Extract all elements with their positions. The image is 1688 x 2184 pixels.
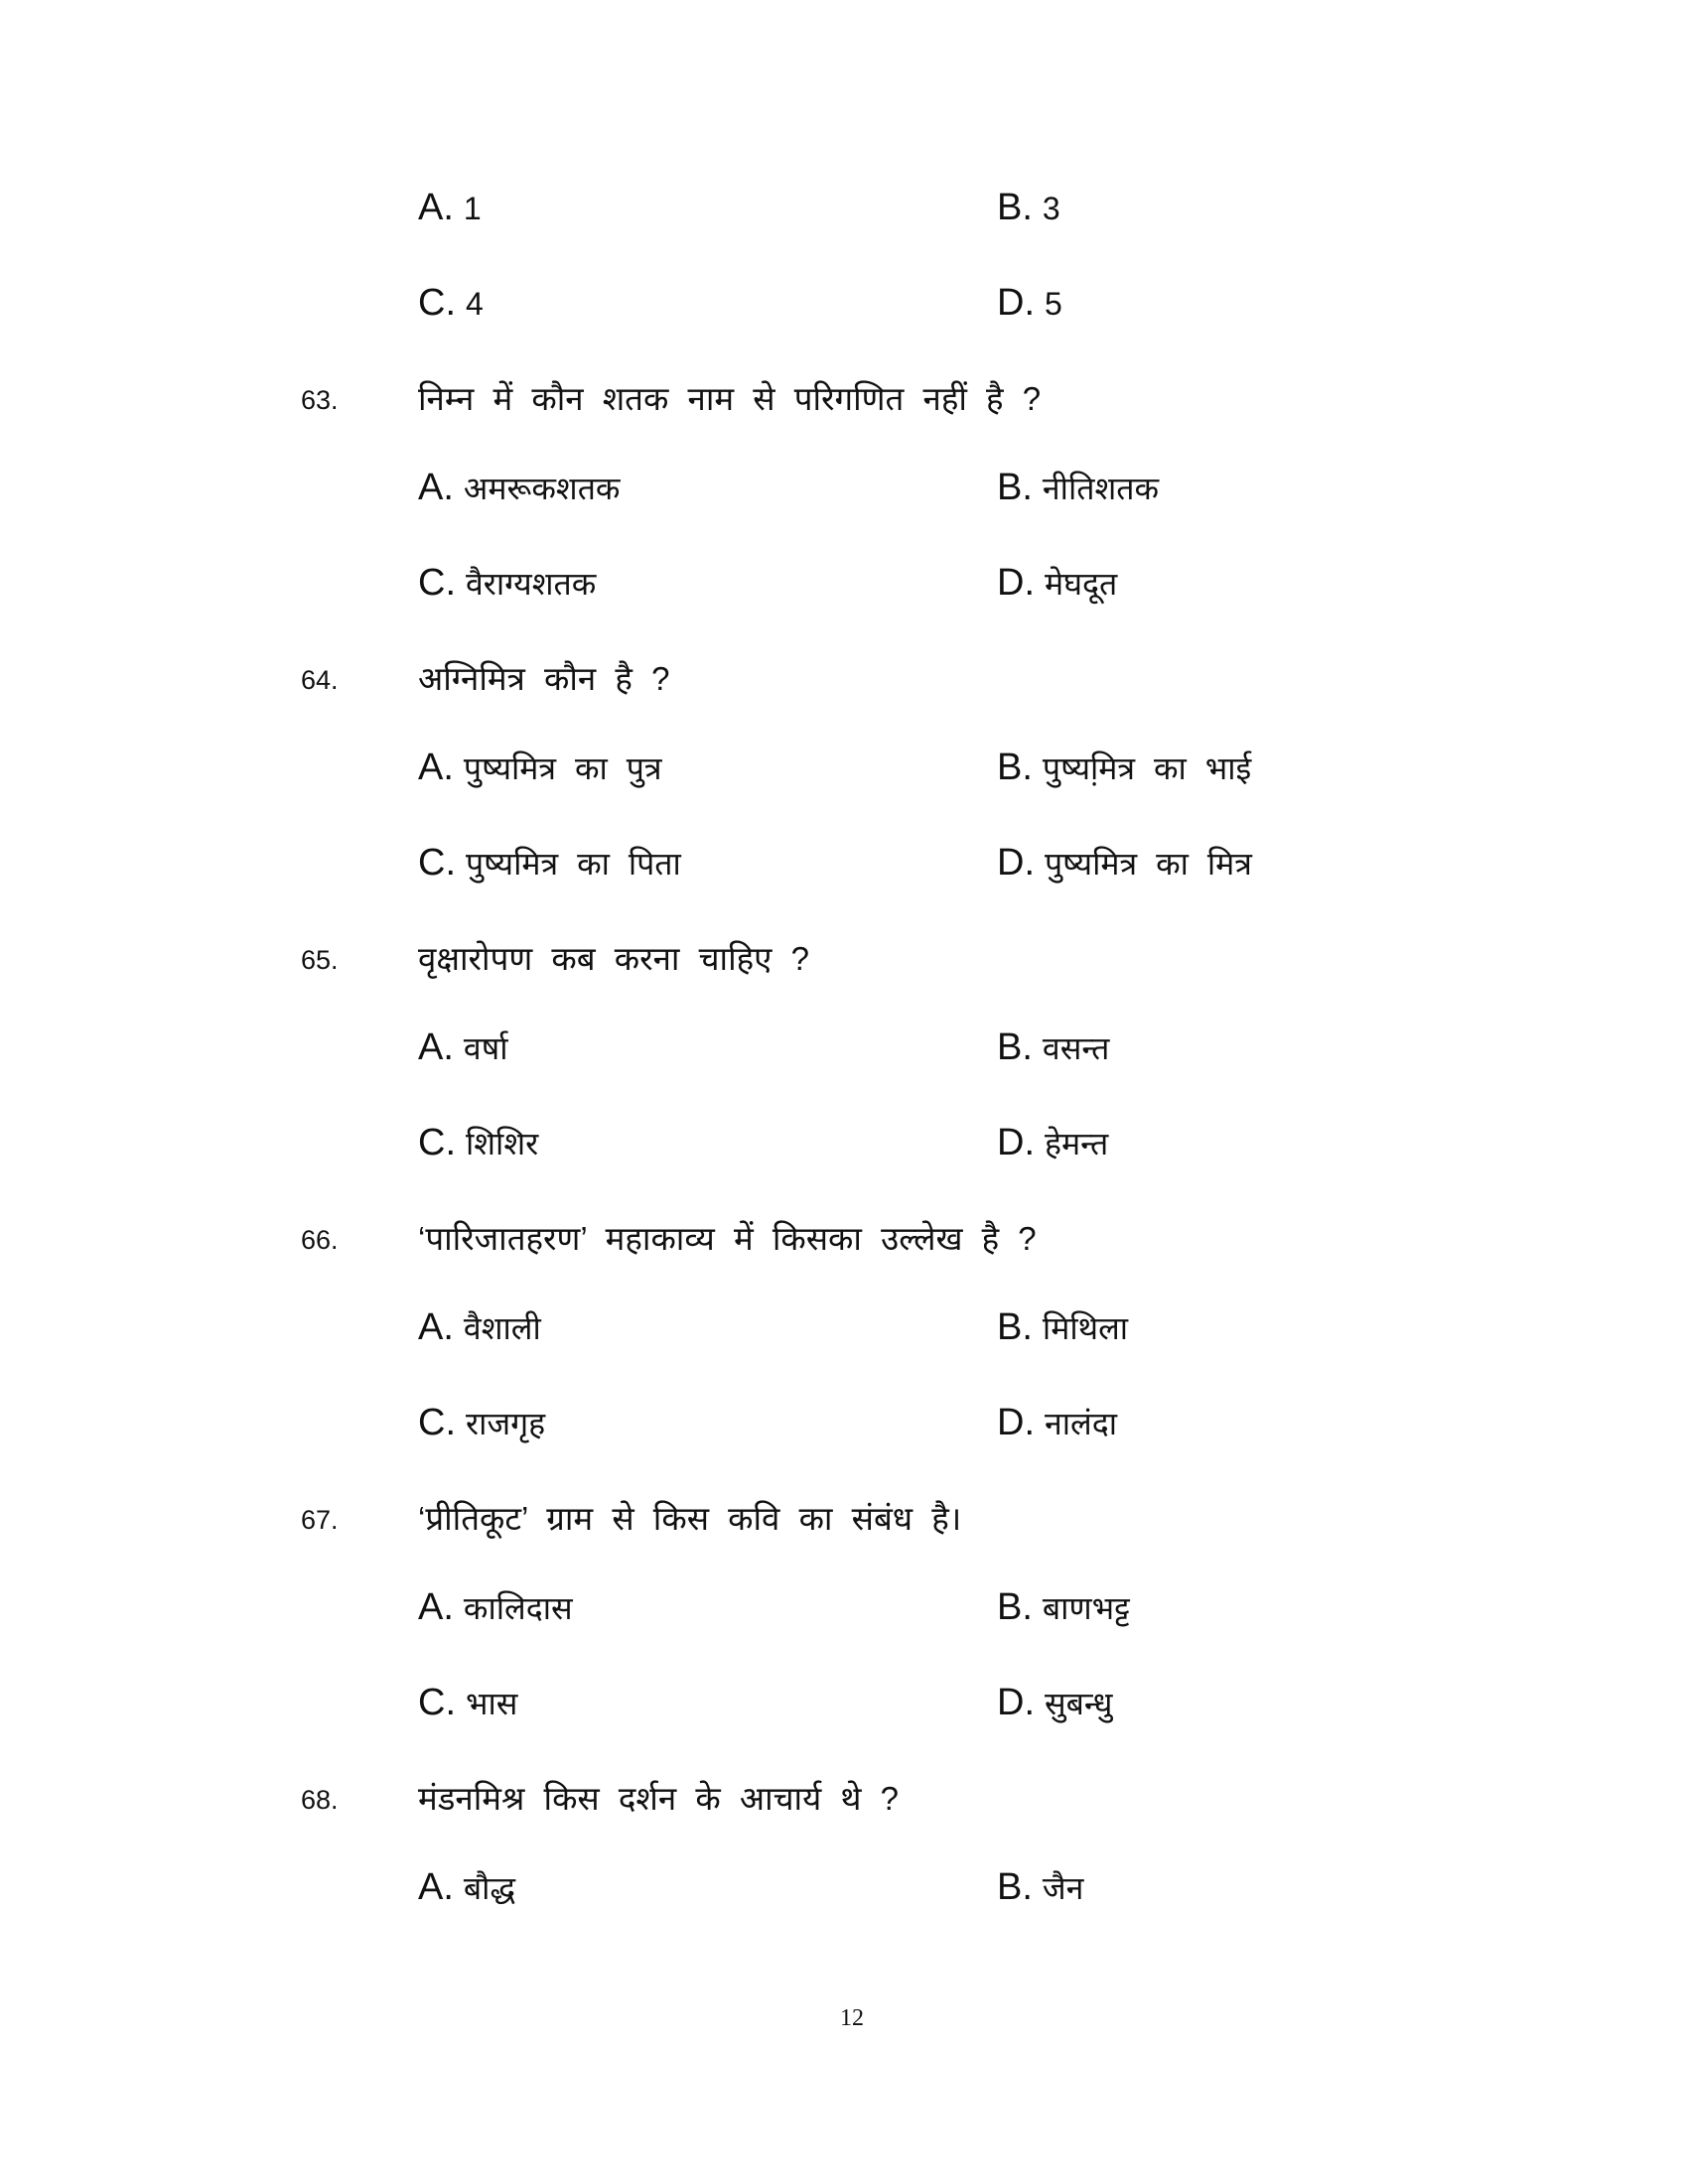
- option-text: 3: [1042, 191, 1060, 226]
- option-row: [0, 1866, 1688, 1926]
- option-row: [0, 1306, 1688, 1366]
- option-text: हेमन्त: [1045, 1126, 1109, 1161]
- option-letter: A.: [418, 1586, 454, 1628]
- option-letter: B.: [997, 1586, 1033, 1628]
- option-letter: B.: [997, 467, 1033, 508]
- option-d[interactable]: [997, 282, 1062, 325]
- option-text: नालंदा: [1045, 1406, 1118, 1441]
- option-text: 1: [463, 191, 482, 226]
- question-text: ‘पारिजातहरण’ महाकाव्य में किसका उल्लेख है ?: [418, 1220, 1037, 1257]
- option-letter: B.: [997, 1026, 1033, 1068]
- option-text: सुबन्धु: [1045, 1686, 1113, 1721]
- option-row: [0, 1586, 1688, 1646]
- option-letter: B.: [997, 1866, 1033, 1908]
- question-text: ‘प्रीतिकूट’ ग्राम से किस कवि का संबंध है।: [418, 1500, 962, 1537]
- question-number: 68.: [301, 1785, 339, 1815]
- option-a[interactable]: [418, 1026, 507, 1069]
- option-d[interactable]: [997, 562, 1117, 605]
- option-d[interactable]: [997, 1402, 1117, 1444]
- question-row: [0, 1215, 1688, 1275]
- option-b[interactable]: [997, 1306, 1128, 1349]
- option-row: [0, 187, 1688, 246]
- question-number: 66.: [301, 1225, 339, 1255]
- question-row: [0, 1495, 1688, 1555]
- option-text: 4: [466, 286, 484, 322]
- option-letter: B.: [997, 187, 1033, 228]
- option-c[interactable]: [418, 1682, 517, 1724]
- option-text: शिशिर: [466, 1126, 539, 1161]
- question-row: [0, 375, 1688, 435]
- option-b[interactable]: [997, 747, 1251, 789]
- option-row: [0, 747, 1688, 806]
- question-number: 63.: [301, 385, 339, 415]
- option-letter: D.: [997, 1682, 1035, 1723]
- option-text: मिथिला: [1042, 1310, 1129, 1346]
- option-text: वैशाली: [463, 1310, 541, 1346]
- option-letter: A.: [418, 467, 454, 508]
- option-a[interactable]: [418, 187, 482, 229]
- option-letter: B.: [997, 1306, 1033, 1348]
- option-c[interactable]: [418, 1402, 545, 1444]
- option-text: अमरूकशतक: [463, 471, 621, 506]
- option-d[interactable]: [997, 1122, 1108, 1164]
- question-row: [0, 655, 1688, 715]
- option-row: [0, 1682, 1688, 1741]
- question-text: निम्न में कौन शतक नाम से परिगणित नहीं है ?: [418, 380, 1042, 417]
- question-row: [0, 935, 1688, 995]
- option-row: [0, 1122, 1688, 1181]
- option-a[interactable]: [418, 467, 621, 509]
- option-text: राजगृह: [466, 1406, 546, 1441]
- option-row: [0, 467, 1688, 526]
- question-text: वृक्षारोपण कब करना चाहिए ?: [418, 940, 809, 977]
- option-letter: B.: [997, 747, 1033, 788]
- option-letter: C.: [418, 282, 456, 324]
- option-letter: A.: [418, 1306, 454, 1348]
- option-letter: A.: [418, 1026, 454, 1068]
- option-b[interactable]: [997, 1866, 1083, 1909]
- option-a[interactable]: [418, 1866, 515, 1909]
- option-text: पुष्यमि़त्र का भाई: [1042, 751, 1252, 786]
- question-row: [0, 1775, 1688, 1835]
- option-d[interactable]: [997, 1682, 1112, 1724]
- option-text: बाणभट्ट: [1042, 1590, 1130, 1626]
- option-b[interactable]: [997, 1026, 1109, 1069]
- option-text: वैराग्यशतक: [466, 566, 597, 602]
- option-text: कालिदास: [463, 1590, 573, 1626]
- option-text: बौद्ध: [463, 1870, 516, 1906]
- option-text: मेघदूत: [1045, 566, 1118, 602]
- page-number: 12: [840, 2005, 864, 2031]
- option-letter: D.: [997, 842, 1035, 884]
- option-c[interactable]: [418, 1122, 538, 1164]
- question-text: अग्निमित्र कौन है ?: [418, 660, 670, 697]
- option-letter: C.: [418, 562, 456, 604]
- option-text: वसन्त: [1042, 1030, 1110, 1066]
- option-d[interactable]: [997, 842, 1252, 885]
- option-text: नीतिशतक: [1042, 471, 1160, 506]
- option-c[interactable]: [418, 842, 681, 885]
- option-row: [0, 842, 1688, 901]
- option-c[interactable]: [418, 562, 596, 605]
- option-letter: D.: [997, 282, 1035, 324]
- question-number: 67.: [301, 1505, 339, 1535]
- question-number: 64.: [301, 665, 339, 695]
- question-text: मंडनमिश्र किस दर्शन के आचार्य थे ?: [418, 1780, 899, 1817]
- option-row: [0, 282, 1688, 341]
- option-letter: C.: [418, 1682, 456, 1723]
- option-row: [0, 1026, 1688, 1086]
- option-letter: A.: [418, 747, 454, 788]
- option-text: जैन: [1042, 1870, 1084, 1906]
- option-letter: D.: [997, 562, 1035, 604]
- option-a[interactable]: [418, 1586, 573, 1629]
- question-number: 65.: [301, 945, 339, 975]
- option-text: पुष्यमित्र का पुत्र: [463, 751, 662, 786]
- option-letter: C.: [418, 1402, 456, 1443]
- option-b[interactable]: [997, 467, 1159, 509]
- option-letter: A.: [418, 187, 454, 228]
- option-text: पुष्यमित्र का पिता: [466, 846, 681, 882]
- option-letter: D.: [997, 1122, 1035, 1163]
- option-text: वर्षा: [463, 1030, 508, 1066]
- option-text: पुष्यमित्र का मित्र: [1045, 846, 1252, 882]
- option-text: 5: [1045, 286, 1062, 322]
- option-a[interactable]: [418, 747, 662, 789]
- option-c[interactable]: [418, 282, 484, 325]
- option-b[interactable]: [997, 187, 1060, 229]
- option-text: भास: [466, 1686, 518, 1721]
- option-letter: D.: [997, 1402, 1035, 1443]
- option-letter: C.: [418, 842, 456, 884]
- option-letter: C.: [418, 1122, 456, 1163]
- option-a[interactable]: [418, 1306, 541, 1349]
- option-letter: A.: [418, 1866, 454, 1908]
- option-row: [0, 562, 1688, 621]
- option-row: [0, 1402, 1688, 1461]
- option-b[interactable]: [997, 1586, 1130, 1629]
